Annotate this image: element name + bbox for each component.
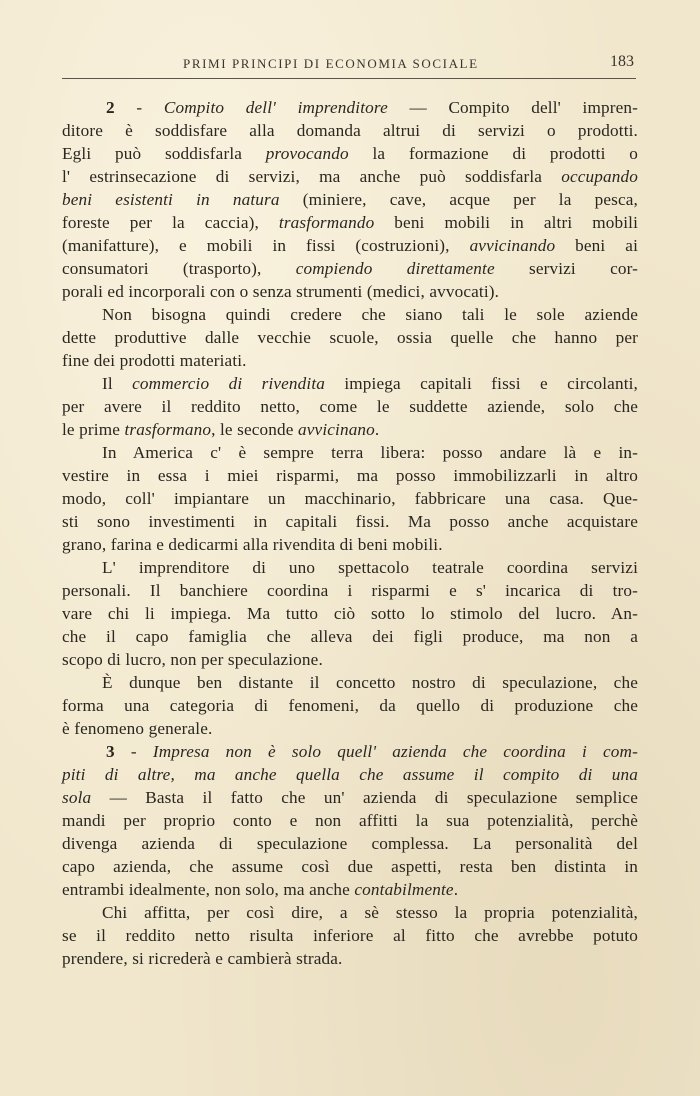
text-segment: se il reddito netto risulta inferiore al fitto che avrebbe potuto	[62, 926, 638, 945]
text-segment: scopo di lucro, non per speculazione.	[62, 650, 323, 669]
text-line	[62, 96, 638, 119]
text-line	[62, 947, 638, 970]
text-segment: -	[114, 98, 164, 117]
text-line	[62, 326, 638, 349]
text-line	[62, 487, 638, 510]
text-segment: -	[114, 742, 153, 761]
text-line	[62, 234, 638, 257]
text-line	[62, 924, 638, 947]
text-line	[62, 556, 638, 579]
text-line	[62, 418, 638, 441]
text-segment: (manifatture), e mobili in fissi (costruzioni),	[62, 236, 470, 255]
text-line	[62, 648, 638, 671]
text-segment: servizi cor-	[494, 259, 638, 278]
text-line	[62, 533, 638, 556]
text-segment: forma una categoria di fenomeni, da quello di produzione che	[62, 696, 638, 715]
text-line	[62, 349, 638, 372]
text-line	[62, 142, 638, 165]
italic-text: compiendo direttamente	[295, 259, 495, 278]
text-line	[62, 464, 638, 487]
text-segment: le prime	[62, 420, 125, 439]
text-segment: capo azienda, che assume così due aspetti, resta ben distinta in	[62, 857, 638, 876]
page-number: 183	[610, 53, 634, 70]
text-segment: vestire in essa i miei risparmi, ma posso immobilizzarli in altro	[62, 466, 638, 485]
italic-text: provocando	[265, 144, 349, 163]
text-segment: Egli può soddisfarla	[62, 144, 266, 163]
text-segment: porali ed incorporali con o senza strumenti (medici, avvocati).	[62, 282, 500, 301]
text-line	[62, 395, 638, 418]
text-segment: , le seconde	[211, 420, 299, 439]
text-segment: dette produttive dalle vecchie scuole, ossia quelle che hanno per	[62, 328, 638, 347]
text-line	[62, 510, 638, 533]
italic-text: avvicinando	[469, 236, 556, 255]
text-line	[62, 809, 638, 832]
page-header	[62, 52, 636, 79]
italic-text: avvicinano	[298, 420, 375, 439]
text-line	[62, 786, 638, 809]
text-segment: (miniere, cave, acque per la pesca,	[279, 190, 638, 209]
running-title: PRIMI PRINCIPI DI ECONOMIA SOCIALE	[183, 56, 479, 71]
text-segment: la formazione di prodotti o	[348, 144, 638, 163]
text-line	[62, 740, 638, 763]
text-segment: prendere, si ricrederà e cambierà strada.	[62, 949, 343, 968]
text-line	[62, 855, 638, 878]
text-segment: modo, coll' impiantare un macchinario, fabbricare una casa. Que-	[62, 489, 638, 508]
text-segment: beni ai	[555, 236, 638, 255]
text-segment: impiega capitali fissi e circolanti,	[325, 374, 638, 393]
italic-text: Compito dell' imprenditore	[163, 98, 388, 117]
italic-text: piti di altre, ma anche quella che assume il compito di una	[62, 765, 638, 784]
body-text	[62, 96, 638, 970]
text-segment: che il capo famiglia che alleva dei figli produce, ma non a	[62, 627, 638, 646]
text-segment: vare chi li impiega. Ma tutto ciò sotto lo stimolo del lucro. An-	[62, 604, 638, 623]
text-line	[62, 694, 638, 717]
text-line	[62, 280, 638, 303]
italic-text: sola	[62, 788, 92, 807]
text-segment: Chi affitta, per così dire, a sè stesso la propria potenzialità,	[102, 903, 638, 922]
text-line	[62, 257, 638, 280]
text-line	[62, 602, 638, 625]
text-line	[62, 303, 638, 326]
text-segment: grano, farina e dedicarmi alla rivendita di beni mobili.	[62, 535, 443, 554]
text-line	[62, 717, 638, 740]
text-segment: divenga azienda di speculazione complessa. La personalità del	[62, 834, 638, 853]
italic-text: occupando	[561, 167, 638, 186]
text-line	[62, 625, 638, 648]
text-segment: .	[374, 420, 380, 439]
text-line	[62, 119, 638, 142]
text-line	[62, 763, 638, 786]
text-line	[62, 211, 638, 234]
text-segment: Il	[102, 374, 133, 393]
text-segment: — Compito dell' impren-	[387, 98, 638, 117]
text-segment: entrambi idealmente, non solo, ma anche	[62, 880, 355, 899]
section-number: 2	[106, 98, 115, 117]
text-line	[62, 901, 638, 924]
italic-text: contabilmente	[354, 880, 454, 899]
text-line	[62, 165, 638, 188]
text-line	[62, 372, 638, 395]
italic-text: trasformano	[124, 420, 212, 439]
text-segment: Non bisogna quindi credere che siano tali le sole aziende	[102, 305, 638, 324]
text-segment: per avere il reddito netto, come le suddette aziende, solo che	[62, 397, 638, 416]
text-segment: È dunque ben distante il concetto nostro di speculazione, che	[102, 673, 638, 692]
text-line	[62, 671, 638, 694]
text-segment: sti sono investimenti in capitali fissi. Ma posso anche acquistare	[62, 512, 638, 531]
text-segment: In America c' è sempre terra libera: posso andare là e in-	[102, 443, 638, 462]
text-line	[62, 441, 638, 464]
text-line	[62, 832, 638, 855]
italic-text: trasformando	[278, 213, 375, 232]
text-line	[62, 579, 638, 602]
text-segment: .	[453, 880, 459, 899]
text-segment: fine dei prodotti materiati.	[62, 351, 247, 370]
section-number: 3	[106, 742, 115, 761]
italic-text: beni esistenti in natura	[62, 190, 280, 209]
text-segment: l' estrinsecazione di servizi, ma anche può soddisfarla	[62, 167, 562, 186]
italic-text: Impresa non è solo quell' azienda che coordina i com-	[152, 742, 638, 761]
text-segment: personali. Il banchiere coordina i risparmi e s' incarica di tro-	[62, 581, 638, 600]
text-segment: foreste per la caccia),	[62, 213, 279, 232]
text-segment: — Basta il fatto che un' azienda di speculazione semplice	[91, 788, 638, 807]
text-segment: è fenomeno generale.	[62, 719, 213, 738]
italic-text: commercio di rivendita	[132, 374, 326, 393]
text-segment: L' imprenditore di uno spettacolo teatrale coordina servizi	[102, 558, 638, 577]
text-segment: beni mobili in altri mobili	[374, 213, 639, 232]
text-line	[62, 878, 638, 901]
text-line	[62, 188, 638, 211]
text-segment: ditore è soddisfare alla domanda altrui di servizi o prodotti.	[62, 121, 638, 140]
text-segment: consumatori (trasporto),	[62, 259, 296, 278]
text-segment: mandi per proprio conto e non affitti la sua potenzialità, perchè	[62, 811, 638, 830]
